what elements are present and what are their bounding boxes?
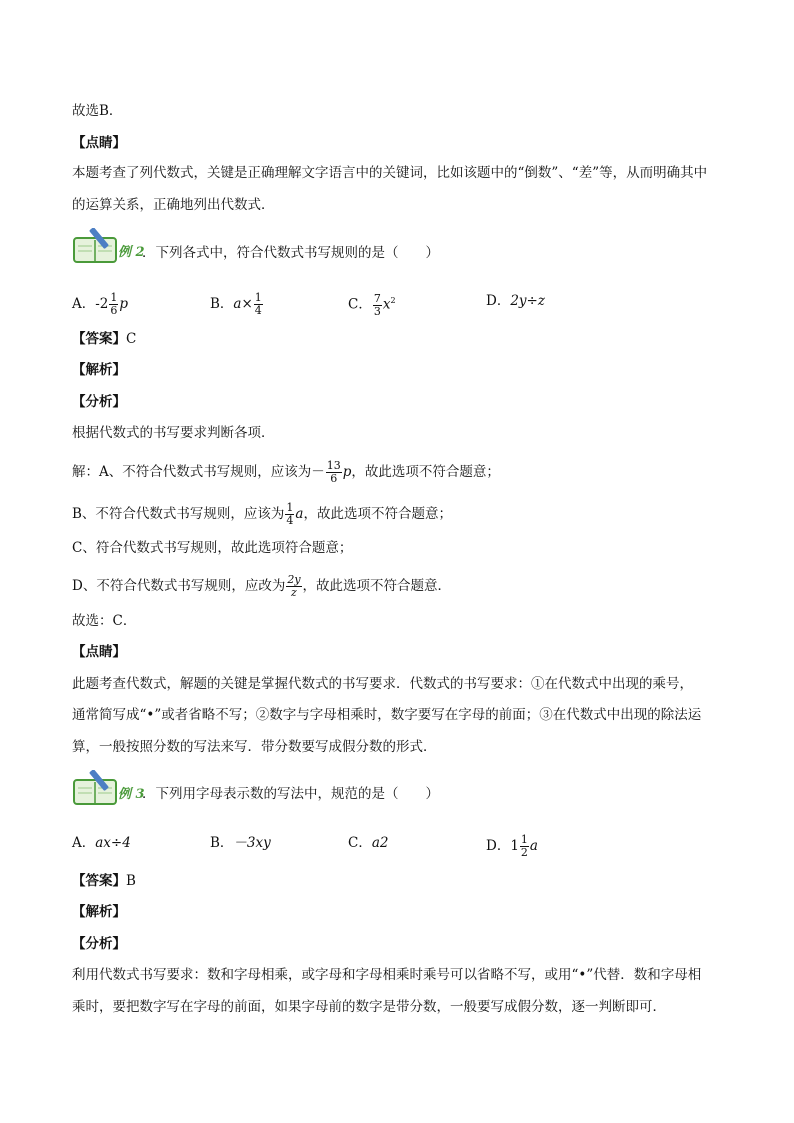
paragraph-line: 本题考查了列代数式，关键是正确理解文字语言中的关键词，比如该题中的“倒数”、“差”等，从而明确其中 <box>72 165 708 181</box>
option-d <box>486 292 545 310</box>
fenxi-tag: 【分析】 <box>72 394 126 410</box>
fenxi-text: 利用代数式书写要求：数和字母相乘，或字母和字母相乘时乘号可以省略不写，或用“•”代替．数和字母相 <box>72 967 702 983</box>
solution-d: D、不符合代数式书写规则，应改为 $\frac{2y}{z}$ ，故此选项不符合题意． <box>72 573 452 599</box>
option-expression: ax÷4 <box>95 835 131 851</box>
answer-line <box>72 330 136 348</box>
point-text: 此题考查代数式，解题的关键是掌握代数式的书写要求．代数式的书写要求：①在代数式中出现的乘号， <box>72 676 693 692</box>
option-letter: A． <box>72 296 96 312</box>
paragraph-line: 的运算关系，正确地列出代数式． <box>72 197 275 213</box>
option-letter: B． <box>210 835 234 851</box>
option-letter: B． <box>210 296 234 312</box>
solution-b: B、不符合代数式书写规则，应该为 $\frac{1}{4}$ a，故此选项不符合题意； <box>72 501 452 527</box>
option-expression: －3xy <box>233 835 271 851</box>
solution-c: C、符合代数式书写规则，故此选项符合题意； <box>72 540 353 556</box>
fenxi-text: 乘时，要把数字写在字母的前面，如果字母前的数字是带分数，一般要写成假分数，逐一判断即可． <box>72 999 666 1015</box>
analysis-tag: 【解析】 <box>72 904 126 920</box>
option-c <box>348 292 396 318</box>
option-d <box>486 834 538 859</box>
fraction: $\frac{2y}{z}$ <box>287 573 301 599</box>
option-prefix: 1 <box>510 838 519 854</box>
option-letter: A． <box>72 835 96 851</box>
option-prefix: a× <box>233 296 253 312</box>
example-label: 例 2 <box>118 245 145 260</box>
fenxi-text: 根据代数式的书写要求判断各项． <box>72 425 275 441</box>
option-letter: D． <box>486 838 511 854</box>
option-c <box>348 834 388 852</box>
option-prefix: -2 <box>95 296 109 312</box>
fraction: $\frac{13}{6}$ <box>326 459 341 485</box>
option-b <box>210 292 264 317</box>
choose-line: 故选：C． <box>72 613 137 629</box>
option-expression: a2 <box>371 835 389 851</box>
option-variable: x <box>382 296 391 313</box>
question-text: ．下列用字母表示数的写法中，规范的是（ ） <box>142 786 439 802</box>
option-a <box>72 834 131 852</box>
section-heading-point: 【点睛】 <box>72 135 126 151</box>
book-pen-icon <box>72 770 118 806</box>
fraction: $\frac{1}{4}$ <box>254 291 262 317</box>
option-letter: C． <box>348 296 372 313</box>
fraction: $\frac{7}{3}$ <box>373 291 381 318</box>
fraction: $\frac{1}{6}$ <box>110 291 118 317</box>
point-tag: 【点睛】 <box>72 644 126 660</box>
answer-tag: 【答案】 <box>72 873 126 889</box>
option-b <box>210 834 271 852</box>
solution-a: 解：A、不符合代数式书写规则，应该为－ $\frac{13}{6}$ p，故此选项不符合题意； <box>72 459 500 485</box>
fraction: $\frac{1}{2}$ <box>520 833 528 859</box>
option-expression: 2y÷z <box>510 293 545 309</box>
option-letter: C． <box>348 835 372 851</box>
answer-value: C <box>126 331 137 347</box>
option-a <box>72 292 128 317</box>
exponent: 2 <box>390 296 396 305</box>
example-label: 例 3 <box>118 787 145 802</box>
question-text: ．下列各式中，符合代数式书写规则的是（ ） <box>142 245 439 261</box>
point-text: 通常简写成“•”或者省略不写；②数字与字母相乘时，数字要写在字母的前面；③在代数式中出现的除法运 <box>72 707 702 723</box>
option-variable: a <box>529 838 538 854</box>
analysis-tag: 【解析】 <box>72 362 126 378</box>
answer-line <box>72 872 136 890</box>
conclusion-line: 故选B． <box>72 103 123 119</box>
answer-tag: 【答案】 <box>72 331 126 347</box>
option-letter: D． <box>486 293 511 309</box>
book-pen-icon <box>72 228 118 264</box>
point-text: 算，一般按照分数的写法来写．带分数要写成假分数的形式． <box>72 739 437 755</box>
fenxi-tag: 【分析】 <box>72 936 126 952</box>
fraction: $\frac{1}{4}$ <box>286 501 294 527</box>
answer-value: B <box>126 873 136 889</box>
option-variable: p <box>119 296 129 312</box>
